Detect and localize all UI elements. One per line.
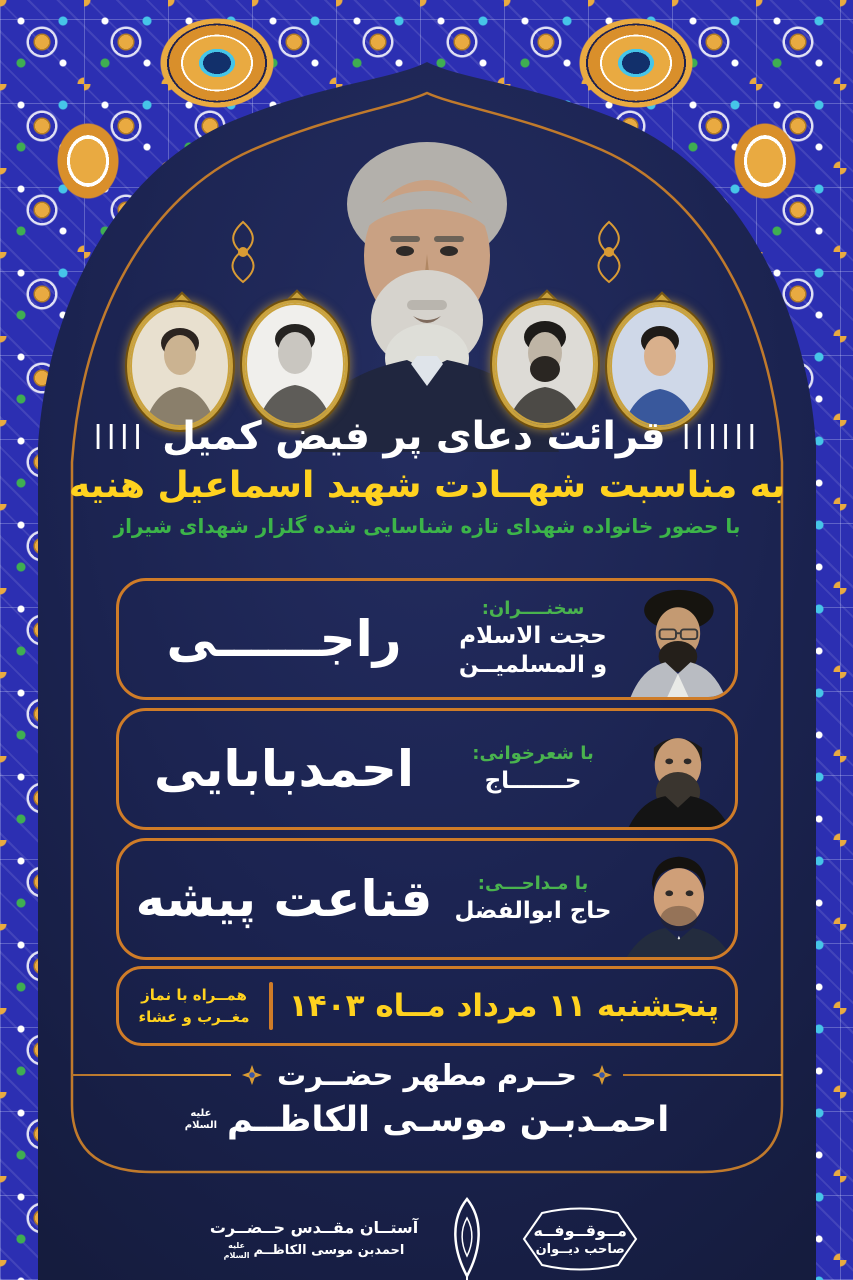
gold-filigree-ornament-icon (586, 220, 632, 284)
event-subtitle: به مناسبت شهــادت شهید اسماعیل هنیه (68, 465, 786, 506)
speaker-box-2 (116, 708, 738, 830)
speaker-photo-eulogist (617, 841, 735, 957)
endowment-badge (516, 1202, 644, 1276)
tick-marks-right: |||||| (681, 420, 761, 449)
footer-block (38, 1196, 816, 1280)
speaker-name: قناعت پیشه (135, 870, 433, 928)
speaker-photo-cleric (617, 581, 735, 697)
speaker-title: حـــــــاج (484, 767, 582, 794)
flower-ornament-icon (591, 1064, 613, 1086)
venue-divider-line (72, 1074, 231, 1076)
venue-divider-line (623, 1074, 782, 1076)
speaker-title: حجت الاسلام (459, 623, 607, 650)
org-line1: آستــان مقــدس حــضــرت (209, 1218, 419, 1238)
venue-name: احمـدبـن موسـی الکاظــم (227, 1100, 670, 1140)
schedule-box (116, 966, 738, 1046)
flower-ornament-icon (241, 1064, 263, 1086)
speaker-info-1 (449, 581, 617, 697)
venue-title: حــرم مطهر حضــرت (276, 1058, 578, 1092)
org-line2: احمدبن موسی الکاظــم (253, 1243, 405, 1258)
title-block (38, 414, 816, 538)
prayer-note (119, 984, 269, 1029)
venue-block (72, 1058, 782, 1140)
org-honorific (224, 1241, 250, 1259)
prayer-note-line1: همــراه با نماز (141, 985, 247, 1004)
martyr-portrait-2 (245, 303, 345, 425)
event-date: پنجشنبه ۱۱ مرداد مــاه ۱۴۰۳ (288, 988, 720, 1024)
speaker-title: و المسلمیــن (458, 652, 608, 678)
badge-line1: مــوقــوفــه (533, 1221, 627, 1240)
martyr-portrait-1 (130, 305, 230, 427)
event-title: قرائت دعای پر فیض کمیل (162, 414, 666, 459)
speaker-name: احمدبابایی (153, 740, 415, 798)
martyr-portrait-3 (495, 303, 595, 425)
badge-line2: صاحب دیــوان (535, 1242, 625, 1257)
honorific-line: السلام (223, 1250, 250, 1260)
astan-calligraphy-logo-icon (444, 1196, 490, 1280)
honorific-line: السلام (184, 1120, 218, 1131)
gold-filigree-ornament-icon (220, 220, 266, 284)
speaker-box-3 (116, 838, 738, 960)
speaker-role: سخنــــران: (481, 598, 585, 620)
speaker-role: با شعرخوانی: (472, 742, 594, 764)
speaker-role: با مـداحـــی: (477, 872, 589, 894)
speaker-box-1 (116, 578, 738, 700)
speaker-photo-poet (617, 711, 735, 827)
event-attendance-note: با حضور خانواده شهدای تازه شناسایی شده گلزار شهدای شیراز (113, 514, 741, 538)
martyr-portrait-4 (610, 305, 710, 427)
organization-name (210, 1218, 418, 1259)
tick-marks-left: |||| (93, 420, 147, 449)
speaker-info-3 (449, 841, 617, 957)
prayer-note-line2: مغــرب و عشاء (138, 1008, 250, 1026)
speaker-title: حاج ابوالفضل (454, 897, 612, 924)
speaker-name: راجــــــی (166, 610, 402, 668)
honorific-line: علیه (190, 1108, 212, 1119)
venue-honorific (185, 1108, 217, 1132)
speaker-info-2 (449, 711, 617, 827)
honorific-line: علیه (228, 1241, 245, 1251)
